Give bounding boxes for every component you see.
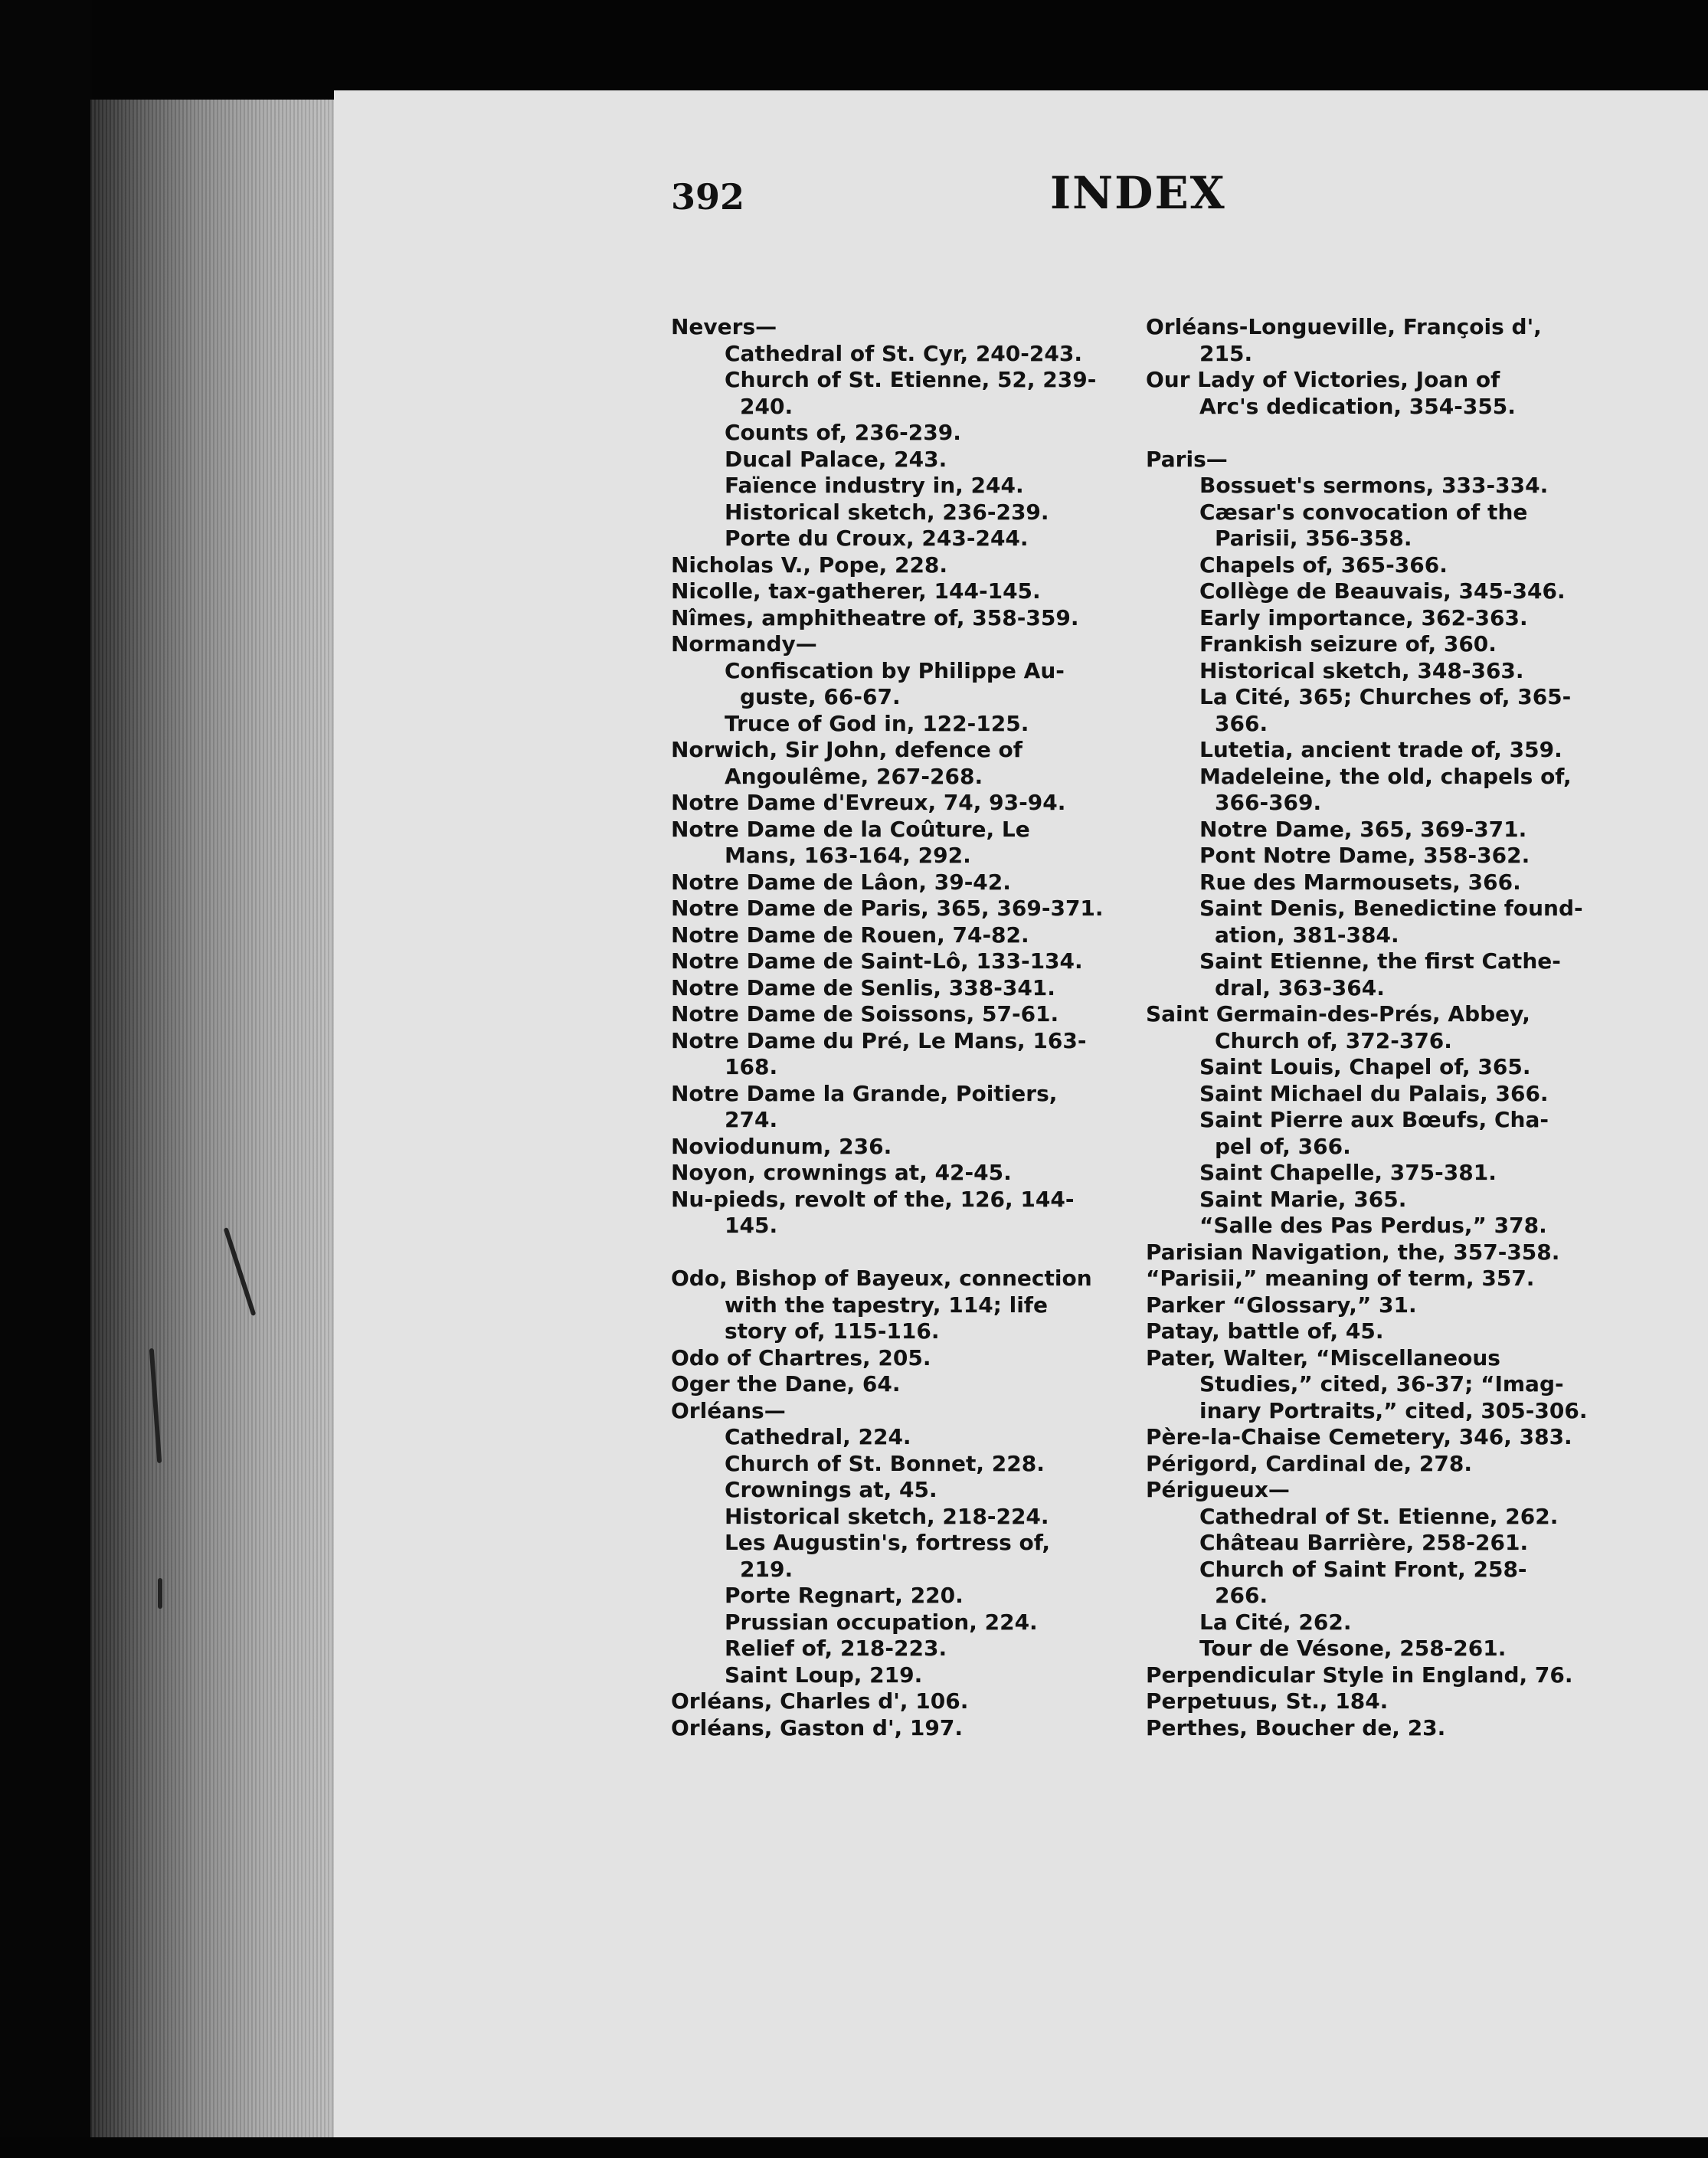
index-subentry: Saint Etienne, the first Cathe- [1199,948,1561,974]
index-subentry: Pont Notre Dame, 358-362. [1199,843,1530,868]
index-entry: Notre Dame de Senlis, 338-341. [671,974,1055,1000]
index-entry: Noviodunum, 236. [671,1133,892,1159]
index-subentry: Saint Marie, 365. [1199,1186,1407,1212]
index-entry: Odo, Bishop of Bayeux, connection [671,1266,1092,1291]
index-subentry: Ducal Palace, 243. [725,446,947,472]
index-subentry: Historical sketch, 348-363. [1199,657,1524,683]
index-subentry: Church of St. Bonnet, 228. [725,1450,1045,1476]
index-subentry: Lutetia, ancient trade of, 359. [1199,737,1562,762]
index-subentry: Chapels of, 365-366. [1199,552,1448,578]
index-entry: Nicolle, tax-gatherer, 144-145. [671,578,1041,604]
index-subentry: Arc's dedication, 354-355. [1199,393,1516,419]
index-entry: Pater, Walter, “Miscellaneous [1146,1344,1500,1370]
index-entry: Parisian Navigation, the, 357-358. [1146,1239,1560,1265]
index-subentry: Parisii, 356-358. [1215,526,1412,551]
index-subentry: Château Barrière, 258-261. [1199,1530,1529,1555]
index-entry: Notre Dame la Grande, Poitiers, [671,1080,1058,1106]
index-entry: Périgueux— [1146,1477,1290,1502]
index-entry: Patay, battle of, 45. [1146,1318,1384,1344]
page-number: 392 [671,176,745,218]
index-subentry: Porte du Croux, 243-244. [725,526,1029,551]
index-subentry: Saint Michael du Palais, 366. [1199,1080,1549,1106]
index-subentry: Saint Denis, Benedictine found- [1199,896,1583,921]
index-entry: Orléans, Charles d', 106. [671,1688,969,1714]
index-entry: Perthes, Boucher de, 23. [1146,1714,1446,1740]
scan-top-border [0,0,1708,100]
index-subentry: Collège de Beauvais, 345-346. [1199,578,1566,604]
index-subentry: Saint Louis, Chapel of, 365. [1199,1054,1531,1079]
index-subentry: Porte Regnart, 220. [725,1583,964,1608]
index-entry: Normandy— [671,631,817,657]
index-subentry: Bossuet's sermons, 333-334. [1199,473,1549,498]
index-entry: Paris— [1146,446,1228,472]
index-entry: Orléans, Gaston d', 197. [671,1714,964,1740]
index-subentry: Cathedral, 224. [725,1424,911,1449]
index-entry: Saint Germain-des-Prés, Abbey, [1146,1001,1530,1027]
index-entry: Notre Dame d'Evreux, 74, 93-94. [671,790,1066,815]
index-entry: Noyon, crownings at, 42-45. [671,1160,1012,1185]
index-entry: Nevers— [671,314,777,339]
index-subentry: ation, 381-384. [1215,922,1399,948]
index-subentry: 266. [1215,1583,1268,1608]
index-gap [1146,420,1605,447]
scan-bottom-border [0,2137,1708,2158]
index-subentry: Saint Loup, 219. [725,1662,923,1688]
index-subentry: guste, 66-67. [740,684,901,709]
index-entry: Nicholas V., Pope, 228. [671,552,948,578]
index-subentry: Historical sketch, 236-239. [725,499,1049,525]
scan-left-border [0,0,92,2158]
index-subentry: Saint Chapelle, 375-381. [1199,1160,1497,1185]
index-entry: Notre Dame du Pré, Le Mans, 163- [671,1027,1087,1053]
index-entry: Parker “Glossary,” 31. [1146,1292,1417,1318]
index-subentry: 145. [725,1213,778,1238]
index-subentry: story of, 115-116. [725,1318,940,1344]
index-subentry: Church of, 372-376. [1215,1027,1452,1053]
index-subentry: Studies,” cited, 36-37; “Imag- [1199,1371,1564,1397]
index-subentry: 366-369. [1215,790,1322,815]
book-page-edge-lines [90,100,334,2137]
index-subentry: dral, 363-364. [1215,974,1385,1000]
index-subentry: inary Portraits,” cited, 305-306. [1199,1397,1588,1423]
index-subentry: Truce of God in, 122-125. [725,710,1029,736]
index-subentry: Frankish seizure of, 360. [1199,631,1497,657]
index-subentry: Cathedral of St. Etienne, 262. [1199,1503,1559,1529]
index-entry: Orléans-Longueville, François d', [1146,314,1542,339]
index-entry: Périgord, Cardinal de, 278. [1146,1450,1473,1476]
index-gap [671,1239,1123,1266]
index-subentry: with the tapestry, 114; life [725,1292,1048,1318]
index-entry: Our Lady of Victories, Joan of [1146,367,1500,392]
index-subentry: Mans, 163-164, 292. [725,843,971,868]
index-subentry: Cathedral of St. Cyr, 240-243. [725,340,1082,366]
index-subentry: La Cité, 365; Churches of, 365- [1199,684,1572,709]
index-entry: Père-la-Chaise Cemetery, 346, 383. [1146,1424,1572,1449]
index-column-right [1146,314,1605,1741]
spine-mark [158,1578,162,1609]
index-subentry: Saint Pierre aux Bœufs, Cha- [1199,1107,1549,1132]
index-entry: Odo of Chartres, 205. [671,1344,931,1370]
index-subentry: Historical sketch, 218-224. [725,1503,1049,1529]
index-entry: Notre Dame de Paris, 365, 369-371. [671,896,1104,921]
index-entry: Norwich, Sir John, defence of [671,737,1023,762]
index-subentry: Madeleine, the old, chapels of, [1199,763,1572,789]
index-subentry: Cæsar's convocation of the [1199,499,1528,525]
index-subentry: Confiscation by Philippe Au- [725,657,1065,683]
index-entry: Perpendicular Style in England, 76. [1146,1662,1573,1688]
index-subentry: Church of Saint Front, 258- [1199,1556,1527,1582]
page-title: INDEX [1050,167,1226,219]
index-subentry: Tour de Vésone, 258-261. [1199,1636,1507,1661]
index-subentry: 219. [740,1556,793,1582]
index-entry: Orléans— [671,1397,786,1423]
index-entry: Notre Dame de Saint-Lô, 133-134. [671,948,1083,974]
index-entry: Notre Dame de Rouen, 74-82. [671,922,1029,948]
index-subentry: Rue des Marmousets, 366. [1199,869,1521,895]
book-page [334,90,1708,2137]
index-subentry: 215. [1199,340,1253,366]
index-subentry: La Cité, 262. [1199,1609,1352,1635]
index-subentry: Church of St. Etienne, 52, 239- [725,367,1097,392]
index-entry: Notre Dame de Lâon, 39-42. [671,869,1011,895]
index-subentry: Early importance, 362-363. [1199,604,1528,630]
index-subentry: pel of, 366. [1215,1133,1351,1159]
index-subentry: 168. [725,1054,778,1079]
index-entry: Nîmes, amphitheatre of, 358-359. [671,604,1079,630]
index-entry: “Parisii,” meaning of term, 357. [1146,1266,1535,1291]
index-subentry: Angoulême, 267-268. [725,763,983,789]
index-subentry: Les Augustin's, fortress of, [725,1530,1051,1555]
index-subentry: Faïence industry in, 244. [725,473,1024,498]
index-entry: Nu-pieds, revolt of the, 126, 144- [671,1186,1075,1212]
index-column-left [671,314,1123,1741]
index-subentry: “Salle des Pas Perdus,” 378. [1199,1213,1547,1238]
index-subentry: Relief of, 218-223. [725,1636,947,1661]
index-subentry: Counts of, 236-239. [725,420,961,445]
index-entry: Notre Dame de Soissons, 57-61. [671,1001,1059,1027]
index-subentry: 274. [725,1107,778,1132]
index-subentry: 366. [1215,710,1268,736]
index-entry: Oger the Dane, 64. [671,1371,901,1397]
index-subentry: 240. [740,393,793,419]
index-entry: Perpetuus, St., 184. [1146,1688,1389,1714]
index-subentry: Notre Dame, 365, 369-371. [1199,816,1527,842]
index-subentry: Prussian occupation, 224. [725,1609,1038,1635]
index-subentry: Crownings at, 45. [725,1477,937,1502]
index-entry: Notre Dame de la Coûture, Le [671,816,1030,842]
